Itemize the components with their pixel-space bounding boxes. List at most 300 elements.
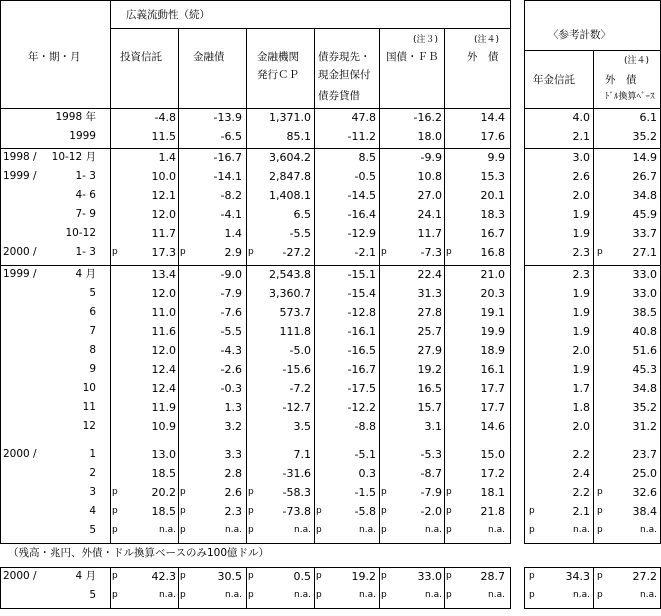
data-cell: 40.8 bbox=[632, 325, 657, 338]
data-cell: 22.4 bbox=[417, 268, 442, 281]
data-cell: 20.1 bbox=[480, 189, 505, 202]
data-cell: n.a. bbox=[359, 590, 376, 600]
data-cell: n.a. bbox=[294, 590, 311, 600]
data-cell: -2.1 bbox=[354, 246, 376, 259]
data-cell: 1.8 bbox=[572, 401, 590, 414]
data-cell: 18.1 bbox=[480, 486, 505, 499]
vertical-rule bbox=[178, 567, 179, 608]
preliminary-marker: p bbox=[180, 590, 186, 600]
preliminary-marker: p bbox=[248, 525, 254, 535]
data-cell: n.a. bbox=[294, 525, 311, 535]
data-cell: -73.8 bbox=[282, 505, 311, 518]
data-cell: 2.3 bbox=[572, 268, 590, 281]
preliminary-marker: p bbox=[597, 590, 603, 600]
vertical-rule bbox=[379, 567, 380, 608]
preliminary-marker: p bbox=[529, 525, 535, 535]
data-cell: 28.7 bbox=[480, 570, 505, 583]
data-cell: -0.5 bbox=[354, 170, 376, 183]
data-cell: n.a. bbox=[359, 525, 376, 535]
row-period-label: 11 bbox=[82, 401, 96, 413]
data-cell: 2.3 bbox=[572, 246, 590, 259]
vertical-rule bbox=[0, 0, 1, 543]
period-header: 年・期・月 bbox=[28, 51, 81, 63]
row-period-label: 1 bbox=[89, 448, 96, 460]
data-cell: 11.0 bbox=[151, 306, 176, 319]
data-cell: -16.4 bbox=[347, 208, 376, 221]
row-period-label: 4 月 bbox=[75, 570, 96, 582]
data-cell: -16.5 bbox=[347, 344, 376, 357]
data-cell: 573.7 bbox=[279, 306, 311, 319]
data-cell: 18.5 bbox=[151, 505, 176, 518]
data-cell: 3.2 bbox=[224, 420, 242, 433]
data-cell: -12.2 bbox=[347, 401, 376, 414]
data-cell: -5.1 bbox=[354, 448, 376, 461]
column-header: 年金信託 bbox=[533, 74, 575, 86]
horizontal-rule bbox=[0, 543, 511, 544]
data-cell: 21.8 bbox=[480, 505, 505, 518]
row-year-label: 1999 / bbox=[3, 170, 37, 182]
data-cell: 1.7 bbox=[572, 382, 590, 395]
vertical-rule bbox=[110, 567, 111, 608]
data-cell: 12.0 bbox=[151, 208, 176, 221]
data-cell: 35.2 bbox=[632, 130, 657, 143]
data-cell: -5.5 bbox=[220, 325, 242, 338]
horizontal-rule bbox=[0, 0, 511, 1]
column-header: 金融債 bbox=[193, 51, 225, 63]
data-cell: 2.2 bbox=[572, 486, 590, 499]
data-cell: 17.7 bbox=[480, 382, 505, 395]
column-header: 発行ＣＰ bbox=[257, 69, 299, 81]
row-year-label: 1999 / bbox=[3, 268, 37, 280]
data-cell: 16.8 bbox=[480, 246, 505, 259]
vertical-rule bbox=[593, 50, 594, 543]
data-cell: 2.6 bbox=[572, 170, 590, 183]
data-cell: 45.3 bbox=[632, 363, 657, 376]
data-cell: 14.6 bbox=[480, 420, 505, 433]
column-header: 外 債 bbox=[467, 51, 499, 63]
data-cell: 1.3 bbox=[224, 401, 242, 414]
data-cell: -15.1 bbox=[347, 268, 376, 281]
row-period-label: 4 月 bbox=[75, 268, 96, 280]
data-cell: -31.6 bbox=[282, 467, 311, 480]
preliminary-marker: p bbox=[381, 590, 387, 600]
data-cell: 26.7 bbox=[632, 170, 657, 183]
data-cell: 11.6 bbox=[151, 325, 176, 338]
data-cell: 12.1 bbox=[151, 189, 176, 202]
row-period-label: 5 bbox=[89, 287, 96, 299]
data-cell: -12.7 bbox=[282, 401, 311, 414]
data-cell: 11.9 bbox=[151, 401, 176, 414]
preliminary-marker: p bbox=[180, 525, 186, 535]
vertical-rule bbox=[246, 28, 247, 543]
data-cell: 13.0 bbox=[151, 448, 176, 461]
data-cell: 15.0 bbox=[480, 448, 505, 461]
data-cell: 2.4 bbox=[572, 467, 590, 480]
data-cell: 13.4 bbox=[151, 268, 176, 281]
data-cell: -1.5 bbox=[354, 486, 376, 499]
preliminary-marker: p bbox=[248, 571, 254, 581]
row-period-label: 7 bbox=[89, 325, 96, 337]
data-cell: -4.8 bbox=[154, 111, 176, 124]
data-cell: 33.0 bbox=[417, 570, 442, 583]
column-header: 国債・ＦＢ bbox=[386, 51, 439, 63]
preliminary-marker: p bbox=[316, 590, 322, 600]
data-cell: 27.1 bbox=[632, 246, 657, 259]
vertical-rule bbox=[178, 28, 179, 543]
data-cell: 17.7 bbox=[480, 401, 505, 414]
data-cell: -0.3 bbox=[220, 382, 242, 395]
data-cell: 3,604.2 bbox=[269, 151, 311, 164]
data-cell: 19.1 bbox=[480, 306, 505, 319]
data-cell: -7.9 bbox=[420, 486, 442, 499]
horizontal-rule bbox=[524, 608, 661, 609]
note4-label-ref: (注４) bbox=[624, 56, 650, 66]
data-cell: -5.0 bbox=[289, 344, 311, 357]
preliminary-marker: p bbox=[446, 487, 452, 497]
data-cell: n.a. bbox=[488, 590, 505, 600]
preliminary-marker: p bbox=[248, 590, 254, 600]
data-cell: -8.7 bbox=[420, 467, 442, 480]
vertical-rule bbox=[524, 567, 525, 608]
data-cell: -27.2 bbox=[282, 246, 311, 259]
vertical-rule bbox=[246, 567, 247, 608]
data-cell: -7.6 bbox=[220, 306, 242, 319]
data-cell: -5.5 bbox=[289, 227, 311, 240]
data-cell: -12.8 bbox=[347, 306, 376, 319]
data-cell: 10.9 bbox=[151, 420, 176, 433]
data-cell: 2,543.8 bbox=[269, 268, 311, 281]
data-cell: 16.7 bbox=[480, 227, 505, 240]
preliminary-marker: p bbox=[180, 487, 186, 497]
data-cell: -4.3 bbox=[220, 344, 242, 357]
data-cell: -12.9 bbox=[347, 227, 376, 240]
data-cell: 25.7 bbox=[417, 325, 442, 338]
data-cell: 1,408.1 bbox=[269, 189, 311, 202]
vertical-rule bbox=[593, 567, 594, 608]
data-cell: 111.8 bbox=[279, 325, 311, 338]
data-cell: -6.5 bbox=[220, 130, 242, 143]
row-year-label: 2000 / bbox=[3, 570, 37, 582]
data-cell: 21.0 bbox=[480, 268, 505, 281]
data-cell: 9.9 bbox=[487, 151, 505, 164]
data-cell: 2.0 bbox=[572, 189, 590, 202]
data-cell: 6.5 bbox=[293, 208, 311, 221]
data-cell: -5.8 bbox=[354, 505, 376, 518]
data-cell: 1.9 bbox=[572, 306, 590, 319]
preliminary-marker: p bbox=[180, 247, 186, 257]
data-cell: 34.8 bbox=[632, 189, 657, 202]
column-header: 債券貸借 bbox=[318, 90, 360, 102]
data-cell: 3.3 bbox=[224, 448, 242, 461]
data-cell: 11.5 bbox=[151, 130, 176, 143]
data-cell: n.a. bbox=[640, 525, 657, 535]
data-cell: n.a. bbox=[425, 590, 442, 600]
row-period-label: 9 bbox=[89, 363, 96, 375]
data-cell: 2.1 bbox=[572, 130, 590, 143]
data-cell: -16.2 bbox=[413, 111, 442, 124]
preliminary-marker: p bbox=[446, 247, 452, 257]
data-cell: -15.4 bbox=[347, 287, 376, 300]
data-cell: 33.7 bbox=[632, 227, 657, 240]
data-cell: 2.6 bbox=[224, 486, 242, 499]
row-period-label: 8 bbox=[89, 344, 96, 356]
preliminary-marker: p bbox=[248, 247, 254, 257]
data-cell: 7.1 bbox=[293, 448, 311, 461]
horizontal-rule bbox=[0, 108, 511, 109]
row-period-label: 7- 9 bbox=[75, 208, 96, 220]
data-cell: 19.9 bbox=[480, 325, 505, 338]
vertical-rule bbox=[314, 28, 315, 543]
data-cell: 45.9 bbox=[632, 208, 657, 221]
vertical-rule bbox=[379, 28, 380, 543]
preliminary-marker: p bbox=[597, 571, 603, 581]
data-cell: -7.9 bbox=[220, 287, 242, 300]
horizontal-rule bbox=[0, 567, 511, 568]
data-cell: 34.8 bbox=[632, 382, 657, 395]
data-cell: -7.3 bbox=[420, 246, 442, 259]
preliminary-marker: p bbox=[381, 571, 387, 581]
preliminary-marker: p bbox=[529, 506, 535, 516]
data-cell: -2.6 bbox=[220, 363, 242, 376]
preliminary-marker: p bbox=[529, 590, 535, 600]
data-cell: -16.7 bbox=[347, 363, 376, 376]
preliminary-marker: p bbox=[381, 525, 387, 535]
row-period-label: 6 bbox=[89, 306, 96, 318]
preliminary-marker: p bbox=[529, 571, 535, 581]
data-cell: 14.4 bbox=[480, 111, 505, 124]
row-period-label: 12 bbox=[82, 420, 96, 432]
data-cell: -11.2 bbox=[347, 130, 376, 143]
data-cell: 38.5 bbox=[632, 306, 657, 319]
preliminary-marker: p bbox=[112, 487, 118, 497]
horizontal-rule bbox=[524, 0, 661, 1]
preliminary-marker: p bbox=[597, 487, 603, 497]
vertical-rule bbox=[314, 567, 315, 608]
unit-footnote: （残高・兆円、外債・ドル換算ベースのみ100億ドル） bbox=[8, 547, 270, 559]
data-cell: 1.4 bbox=[224, 227, 242, 240]
row-period-label: 10-12 月 bbox=[51, 151, 96, 163]
data-cell: 34.3 bbox=[565, 570, 590, 583]
data-cell: 32.6 bbox=[632, 486, 657, 499]
data-cell: 11.7 bbox=[151, 227, 176, 240]
data-cell: 1.9 bbox=[572, 325, 590, 338]
row-year-label: 2000 / bbox=[3, 246, 37, 258]
row-period-label: 5 bbox=[89, 589, 96, 601]
data-cell: -7.2 bbox=[289, 382, 311, 395]
data-cell: 8.5 bbox=[358, 151, 376, 164]
preliminary-marker: p bbox=[180, 506, 186, 516]
horizontal-rule bbox=[0, 148, 511, 149]
data-cell: -5.3 bbox=[420, 448, 442, 461]
data-cell: 18.0 bbox=[417, 130, 442, 143]
preliminary-marker: p bbox=[597, 525, 603, 535]
horizontal-rule bbox=[0, 608, 511, 609]
data-cell: n.a. bbox=[640, 590, 657, 600]
row-year-label: 1998 / bbox=[3, 151, 37, 163]
data-cell: 27.0 bbox=[417, 189, 442, 202]
data-cell: n.a. bbox=[425, 525, 442, 535]
data-cell: 11.7 bbox=[417, 227, 442, 240]
data-cell: 51.6 bbox=[632, 344, 657, 357]
data-cell: 3,360.7 bbox=[269, 287, 311, 300]
column-header: 金融機関 bbox=[257, 51, 299, 63]
preliminary-marker: p bbox=[597, 247, 603, 257]
data-cell: 17.3 bbox=[151, 246, 176, 259]
data-cell: 16.5 bbox=[417, 382, 442, 395]
data-cell: -17.5 bbox=[347, 382, 376, 395]
row-period-label: 4- 6 bbox=[75, 189, 96, 201]
data-cell: -58.3 bbox=[282, 486, 311, 499]
data-cell: n.a. bbox=[225, 525, 242, 535]
data-cell: 35.2 bbox=[632, 401, 657, 414]
preliminary-marker: p bbox=[316, 571, 322, 581]
preliminary-marker: p bbox=[248, 506, 254, 516]
data-cell: -8.8 bbox=[354, 420, 376, 433]
preliminary-marker: p bbox=[112, 571, 118, 581]
data-cell: 12.0 bbox=[151, 287, 176, 300]
horizontal-rule bbox=[0, 265, 511, 266]
data-cell: 12.0 bbox=[151, 344, 176, 357]
vertical-rule bbox=[444, 28, 445, 543]
row-period-label: 4 bbox=[89, 505, 96, 517]
data-cell: n.a. bbox=[573, 525, 590, 535]
data-cell: -8.2 bbox=[220, 189, 242, 202]
data-cell: n.a. bbox=[159, 525, 176, 535]
data-cell: 38.4 bbox=[632, 505, 657, 518]
row-period-label: 2 bbox=[89, 467, 96, 479]
preliminary-marker: p bbox=[112, 525, 118, 535]
row-period-label: 1999 bbox=[69, 130, 96, 142]
data-cell: 2,847.8 bbox=[269, 170, 311, 183]
data-cell: 33.0 bbox=[632, 287, 657, 300]
data-cell: 1.9 bbox=[572, 227, 590, 240]
data-cell: n.a. bbox=[488, 525, 505, 535]
data-cell: -4.1 bbox=[220, 208, 242, 221]
data-cell: 27.9 bbox=[417, 344, 442, 357]
vertical-rule bbox=[510, 567, 511, 608]
data-cell: 27.2 bbox=[632, 570, 657, 583]
row-period-label: 3 bbox=[89, 486, 96, 498]
column-header: 外 債 bbox=[605, 74, 637, 86]
data-cell: 2.0 bbox=[572, 420, 590, 433]
data-cell: 17.2 bbox=[480, 467, 505, 480]
data-cell: 2.8 bbox=[224, 467, 242, 480]
data-cell: 30.5 bbox=[217, 570, 242, 583]
data-cell: 0.3 bbox=[358, 467, 376, 480]
data-cell: 1,371.0 bbox=[269, 111, 311, 124]
data-cell: 6.1 bbox=[639, 111, 657, 124]
data-cell: -15.6 bbox=[282, 363, 311, 376]
row-period-label: 5 bbox=[89, 524, 96, 536]
data-cell: 23.7 bbox=[632, 448, 657, 461]
data-cell: 19.2 bbox=[417, 363, 442, 376]
preliminary-marker: p bbox=[381, 247, 387, 257]
preliminary-marker: p bbox=[381, 487, 387, 497]
data-cell: 18.3 bbox=[480, 208, 505, 221]
data-cell: 42.3 bbox=[151, 570, 176, 583]
data-cell: 16.1 bbox=[480, 363, 505, 376]
data-cell: -9.9 bbox=[420, 151, 442, 164]
row-period-label: 10-12 bbox=[65, 227, 96, 239]
data-cell: 2.0 bbox=[572, 344, 590, 357]
data-cell: -9.0 bbox=[220, 268, 242, 281]
preliminary-marker: p bbox=[112, 506, 118, 516]
data-cell: 1.9 bbox=[572, 363, 590, 376]
data-cell: -14.5 bbox=[347, 189, 376, 202]
column-header: 投資信託 bbox=[120, 51, 162, 63]
vertical-rule bbox=[510, 0, 511, 543]
data-cell: 18.5 bbox=[151, 467, 176, 480]
data-cell: 15.3 bbox=[480, 170, 505, 183]
data-cell: 12.4 bbox=[151, 363, 176, 376]
data-cell: n.a. bbox=[159, 590, 176, 600]
data-cell: 2.9 bbox=[224, 246, 242, 259]
data-cell: 20.3 bbox=[480, 287, 505, 300]
data-cell: 25.0 bbox=[632, 467, 657, 480]
preliminary-marker: p bbox=[316, 506, 322, 516]
data-cell: 4.0 bbox=[572, 111, 590, 124]
column-header: 債券現先・ bbox=[318, 51, 371, 63]
data-cell: -13.9 bbox=[213, 111, 242, 124]
preliminary-marker: p bbox=[248, 487, 254, 497]
data-cell: 3.5 bbox=[293, 420, 311, 433]
data-cell: 24.1 bbox=[417, 208, 442, 221]
row-period-label: 10 bbox=[82, 382, 96, 394]
data-cell: 1.9 bbox=[572, 208, 590, 221]
row-year-label: 2000 / bbox=[3, 448, 37, 460]
data-cell: n.a. bbox=[225, 590, 242, 600]
data-cell: 10.8 bbox=[417, 170, 442, 183]
preliminary-marker: p bbox=[180, 571, 186, 581]
preliminary-marker: p bbox=[381, 506, 387, 516]
preliminary-marker: p bbox=[112, 247, 118, 257]
data-cell: 31.3 bbox=[417, 287, 442, 300]
preliminary-marker: p bbox=[446, 590, 452, 600]
horizontal-rule bbox=[110, 28, 511, 29]
data-cell: 19.2 bbox=[351, 570, 376, 583]
data-cell: -2.0 bbox=[420, 505, 442, 518]
preliminary-marker: p bbox=[316, 525, 322, 535]
row-period-label: 1- 3 bbox=[75, 170, 96, 182]
note3-label: (注３) bbox=[413, 35, 439, 45]
vertical-rule bbox=[0, 567, 1, 608]
data-cell: 47.8 bbox=[351, 111, 376, 124]
data-cell: 85.1 bbox=[286, 130, 311, 143]
data-cell: 3.1 bbox=[424, 420, 442, 433]
preliminary-marker: p bbox=[446, 506, 452, 516]
data-cell: -16.1 bbox=[347, 325, 376, 338]
data-cell: 2.1 bbox=[572, 505, 590, 518]
column-header: ﾄﾞﾙ換算ﾍﾞｰｽ bbox=[605, 92, 655, 102]
horizontal-rule bbox=[524, 543, 661, 544]
column-header: 現金担保付 bbox=[318, 69, 371, 81]
vertical-rule bbox=[110, 0, 111, 543]
vertical-rule bbox=[444, 567, 445, 608]
preliminary-marker: p bbox=[112, 590, 118, 600]
group-header-reference: 〈参考計数〉 bbox=[548, 29, 611, 41]
preliminary-marker: p bbox=[446, 571, 452, 581]
data-cell: 27.8 bbox=[417, 306, 442, 319]
data-cell: 17.6 bbox=[480, 130, 505, 143]
row-period-label: 1- 3 bbox=[75, 246, 96, 258]
data-cell: 31.2 bbox=[632, 420, 657, 433]
data-cell: 0.5 bbox=[293, 570, 311, 583]
data-cell: -16.7 bbox=[213, 151, 242, 164]
data-cell: -14.1 bbox=[213, 170, 242, 183]
data-cell: 14.9 bbox=[632, 151, 657, 164]
group-header-main: 広義流動性（続） bbox=[126, 9, 210, 21]
data-cell: 10.0 bbox=[151, 170, 176, 183]
